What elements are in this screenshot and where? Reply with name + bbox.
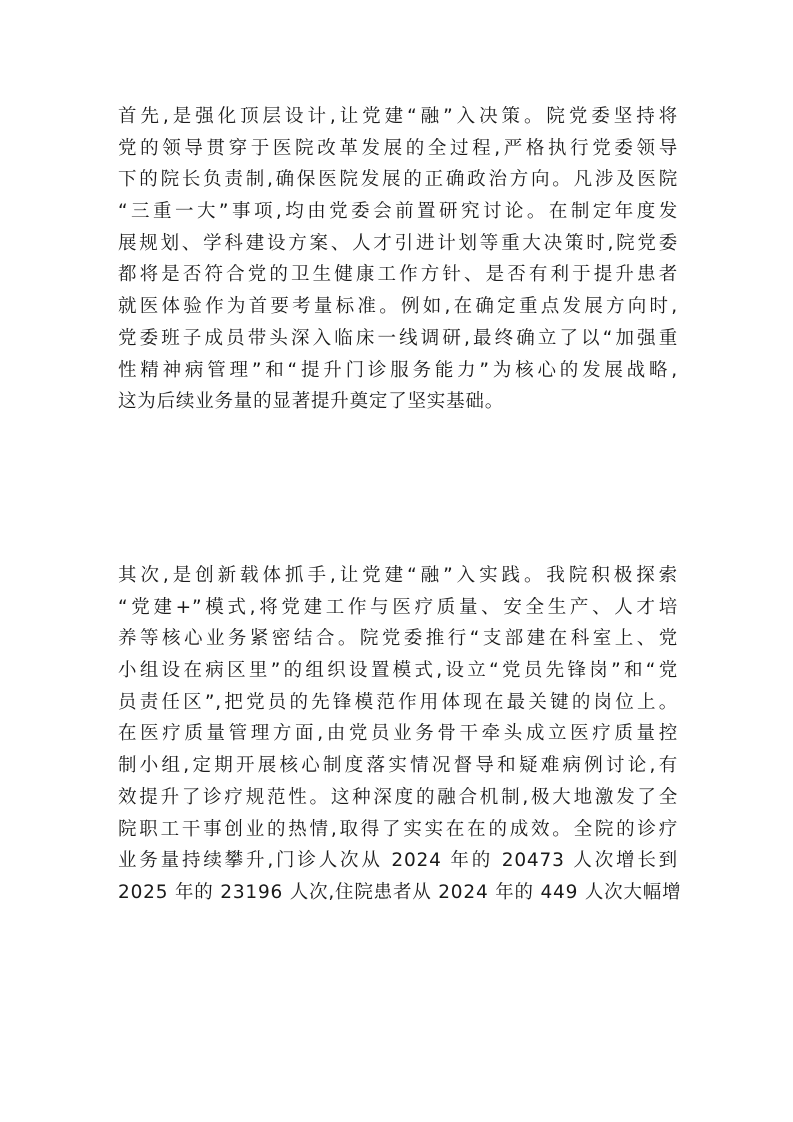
text-line: 就医体验作为首要考量标准。例如,在确定重点发展方向时, — [118, 296, 678, 318]
text-line: 其次,是创新载体抓手,让党建“融”入实践。我院积极探索 — [118, 565, 678, 586]
paragraph-party-building-decision — [118, 101, 678, 418]
text-line: 都将是否符合党的卫生健康工作方针、是否有利于提升患者 — [118, 264, 678, 286]
text-line: 性精神病管理”和“提升门诊服务能力”为核心的发展战略, — [118, 359, 678, 381]
text-line: 下的院长负责制,确保医院发展的正确政治方向。凡涉及医院 — [118, 169, 678, 191]
paragraph-party-building-practice — [118, 560, 682, 909]
text-line: 效提升了诊疗规范性。这种深度的融合机制,极大地激发了全 — [118, 786, 678, 808]
text-line: 养等核心业务紧密结合。院党委推行“支部建在科室上、党 — [118, 628, 678, 650]
text-line: 首先,是强化顶层设计,让党建“融”入决策。院党委坚持将 — [118, 106, 678, 127]
text-line: 在医疗质量管理方面,由党员业务骨干牵头成立医疗质量控 — [118, 723, 678, 745]
text-line: 小组设在病区里”的组织设置模式,设立“党员先锋岗”和“党 — [118, 660, 678, 682]
text-line: “党建+”模式,将党建工作与医疗质量、安全生产、人才培 — [118, 596, 678, 618]
text-line: 院职工干事创业的热情,取得了实实在在的成效。全院的诊疗 — [118, 818, 678, 840]
text-line: 2025 年的 23196 人次,住院患者从 2024 年的 449 人次大幅增 — [118, 881, 682, 903]
text-line: “三重一大”事项,均由党委会前置研究讨论。在制定年度发 — [118, 201, 678, 223]
text-line: 员责任区”,把党员的先锋模范作用体现在最关键的岗位上。 — [118, 691, 678, 713]
text-line: 制小组,定期开展核心制度落实情况督导和疑难病例讨论,有 — [118, 755, 678, 777]
text-line: 这为后续业务量的显著提升奠定了坚实基础。 — [118, 391, 505, 413]
text-line: 业务量持续攀升,门诊人次从 2024 年的 20473 人次增长到 — [118, 850, 678, 872]
text-line: 展规划、学科建设方案、人才引进计划等重大决策时,院党委 — [118, 232, 678, 254]
text-line: 党委班子成员带头深入临床一线调研,最终确立了以“加强重 — [118, 327, 678, 349]
text-line: 党的领导贯穿于医院改革发展的全过程,严格执行党委领导 — [118, 137, 678, 159]
